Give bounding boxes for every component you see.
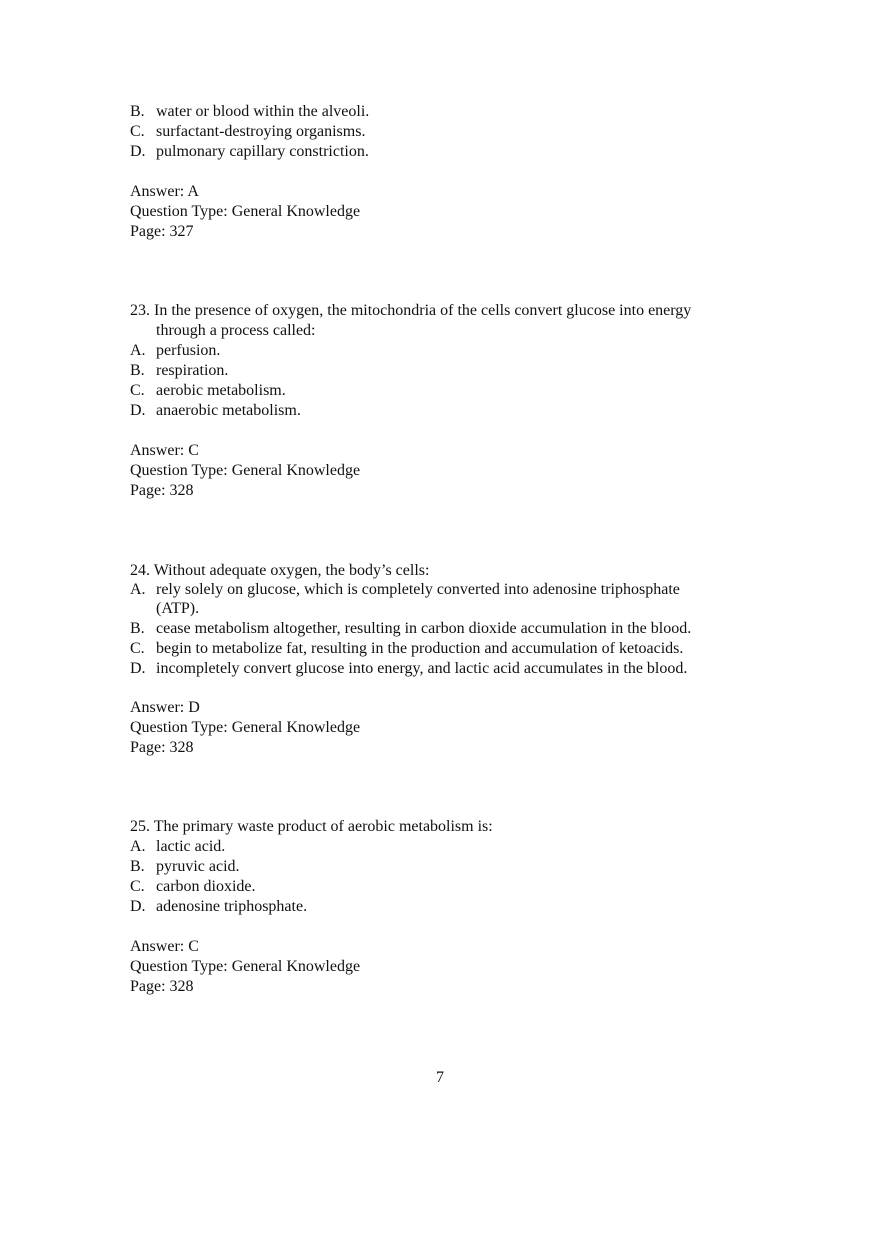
option-letter: B. <box>130 103 145 120</box>
option-letter: A. <box>130 581 146 598</box>
option-letter: D. <box>130 898 146 915</box>
option-text: aerobic metabolism. <box>156 382 286 399</box>
option-letter: D. <box>130 402 146 419</box>
q25-question: 25. The primary waste product of aerobic metabolism is: <box>130 818 493 835</box>
option-text: incompletely convert glucose into energy, and lactic acid accumulates in the blood. <box>156 660 688 677</box>
q22-page: Page: 327 <box>130 223 194 240</box>
q24-type: Question Type: General Knowledge <box>130 719 361 736</box>
q25-answer: Answer: C <box>130 938 199 955</box>
option-letter: C. <box>130 382 145 399</box>
q25-option-b <box>130 857 240 877</box>
q22-answer: Answer: A <box>130 183 199 200</box>
q24-question: 24. Without adequate oxygen, the body’s cells: <box>130 562 430 579</box>
q24-answer: Answer: D <box>130 699 200 716</box>
option-letter: B. <box>130 858 145 875</box>
q25-page: Page: 328 <box>130 978 194 995</box>
q25-type: Question Type: General Knowledge <box>130 958 361 975</box>
option-letter: B. <box>130 362 145 379</box>
option-text: carbon dioxide. <box>156 878 256 895</box>
q24-option-a-continuation: (ATP). <box>156 600 200 617</box>
q23-answer: Answer: C <box>130 442 199 459</box>
q25-option-c <box>130 877 256 897</box>
option-letter: A. <box>130 838 146 855</box>
option-text: cease metabolism altogether, resulting in carbon dioxide accumulation in the blood. <box>156 620 692 637</box>
option-text: rely solely on glucose, which is completely converted into adenosine triphosphate <box>156 581 680 598</box>
page-number: 7 <box>436 1069 444 1086</box>
option-letter: C. <box>130 878 145 895</box>
q24-option-a <box>130 580 680 600</box>
q22-type: Question Type: General Knowledge <box>130 203 361 220</box>
option-text: pulmonary capillary constriction. <box>156 143 369 160</box>
q24-option-b <box>130 619 691 639</box>
option-letter: C. <box>130 123 145 140</box>
q23-option-b <box>130 361 228 381</box>
q23-option-d <box>130 401 301 421</box>
option-text: water or blood within the alveoli. <box>156 103 370 120</box>
q23-question-line2: through a process called: <box>156 322 316 339</box>
q22-option-d <box>130 142 369 162</box>
option-letter: C. <box>130 640 145 657</box>
q22-option-b <box>130 102 369 122</box>
q23-option-c <box>130 381 286 401</box>
option-text: respiration. <box>156 362 229 379</box>
option-text: lactic acid. <box>156 838 226 855</box>
q23-type: Question Type: General Knowledge <box>130 462 361 479</box>
q22-option-c <box>130 122 365 142</box>
option-text: perfusion. <box>156 342 221 359</box>
q23-page: Page: 328 <box>130 482 194 499</box>
option-text: pyruvic acid. <box>156 858 240 875</box>
option-letter: A. <box>130 342 146 359</box>
q23-question-line1: 23. In the presence of oxygen, the mitochondria of the cells convert glucose into energy <box>130 302 692 319</box>
q25-option-d <box>130 897 307 917</box>
q23-option-a <box>130 341 220 361</box>
q24-option-d <box>130 659 687 679</box>
option-text: surfactant-destroying organisms. <box>156 123 366 140</box>
option-letter: D. <box>130 143 146 160</box>
q24-option-c <box>130 639 683 659</box>
option-letter: D. <box>130 660 146 677</box>
option-text: anaerobic metabolism. <box>156 402 301 419</box>
q25-option-a <box>130 837 225 857</box>
q24-page: Page: 328 <box>130 739 194 756</box>
option-text: begin to metabolize fat, resulting in the production and accumulation of ketoacids. <box>156 640 684 657</box>
option-letter: B. <box>130 620 145 637</box>
option-text: adenosine triphosphate. <box>156 898 308 915</box>
